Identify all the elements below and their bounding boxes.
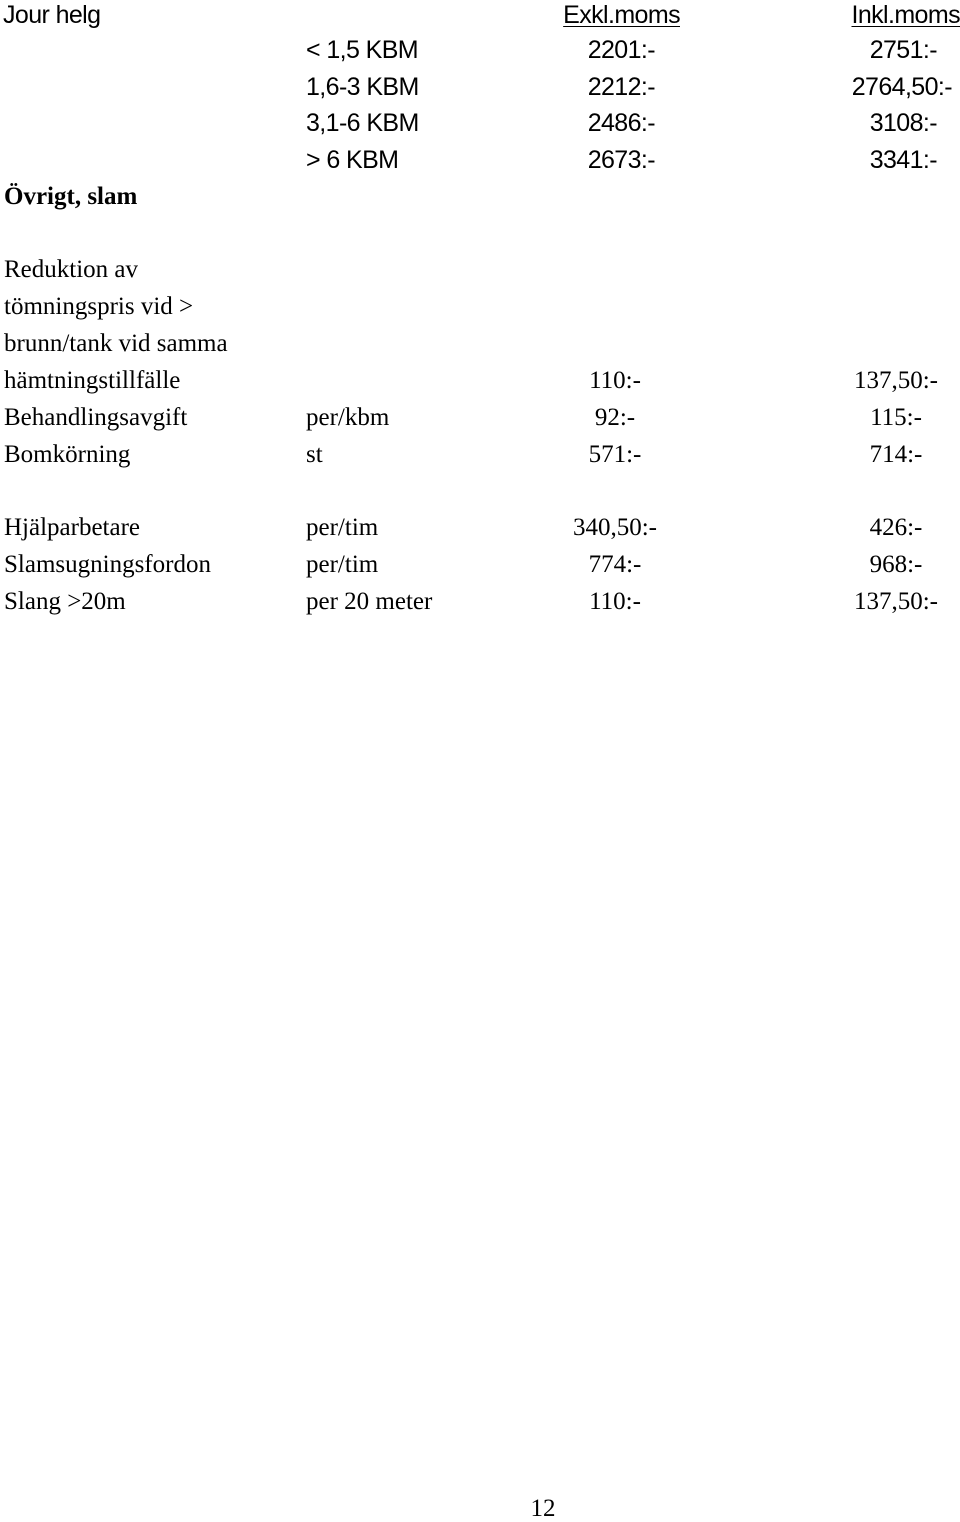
fee-excl: 92:- bbox=[594, 404, 636, 431]
section-title-ovrigt-slam: Övrigt, slam bbox=[4, 183, 138, 210]
jour-row-incl: 3108:- bbox=[869, 109, 937, 137]
labor-unit: per/tim bbox=[306, 551, 379, 578]
labor-excl: 110:- bbox=[589, 588, 641, 615]
page-number: 12 bbox=[530, 1495, 556, 1522]
labor-name: Slamsugningsfordon bbox=[4, 551, 211, 578]
labor-unit: per 20 meter bbox=[306, 588, 433, 615]
jour-row-excl: 2486:- bbox=[587, 109, 655, 137]
jour-row-incl: 3341:- bbox=[869, 146, 937, 174]
labor-name: Slang >20m bbox=[4, 588, 126, 615]
reduction-label-line: hämtningstillfälle bbox=[4, 367, 181, 394]
fee-excl: 571:- bbox=[588, 441, 642, 468]
fee-name: Behandlingsavgift bbox=[4, 404, 188, 431]
jour-row-excl: 2673:- bbox=[587, 146, 655, 174]
jour-row-size: > 6 KBM bbox=[306, 146, 399, 174]
labor-incl: 137,50:- bbox=[853, 588, 939, 615]
fee-incl: 714:- bbox=[869, 441, 923, 468]
reduction-label-line: tömningspris vid > bbox=[4, 293, 194, 320]
reduction-excl: 110:- bbox=[589, 367, 641, 394]
section-title-jour-helg: Jour helg bbox=[3, 1, 101, 29]
jour-row-excl: 2201:- bbox=[587, 36, 655, 64]
jour-row-size: 1,6-3 KBM bbox=[306, 73, 419, 101]
jour-row-incl: 2764,50:- bbox=[851, 73, 952, 101]
reduction-incl: 137,50:- bbox=[853, 367, 939, 394]
fee-unit: st bbox=[306, 441, 323, 468]
jour-row-excl: 2212:- bbox=[587, 73, 655, 101]
fee-incl: 115:- bbox=[870, 404, 922, 431]
labor-unit: per/tim bbox=[306, 514, 379, 541]
reduction-label-line: brunn/tank vid samma bbox=[4, 330, 228, 357]
labor-excl: 774:- bbox=[588, 551, 642, 578]
labor-excl: 340,50:- bbox=[572, 514, 658, 541]
jour-row-incl: 2751:- bbox=[869, 36, 937, 64]
labor-incl: 968:- bbox=[869, 551, 923, 578]
fee-name: Bomkörning bbox=[4, 441, 131, 468]
jour-row-size: 3,1-6 KBM bbox=[306, 109, 419, 137]
labor-name: Hjälparbetare bbox=[4, 514, 141, 541]
reduction-label-line: Reduktion av bbox=[4, 256, 139, 283]
column-header-excl-moms: Exkl.moms bbox=[563, 1, 680, 29]
column-header-incl-moms: Inkl.moms bbox=[851, 1, 960, 29]
fee-unit: per/kbm bbox=[306, 404, 390, 431]
jour-row-size: < 1,5 KBM bbox=[306, 36, 419, 64]
labor-incl: 426:- bbox=[869, 514, 923, 541]
